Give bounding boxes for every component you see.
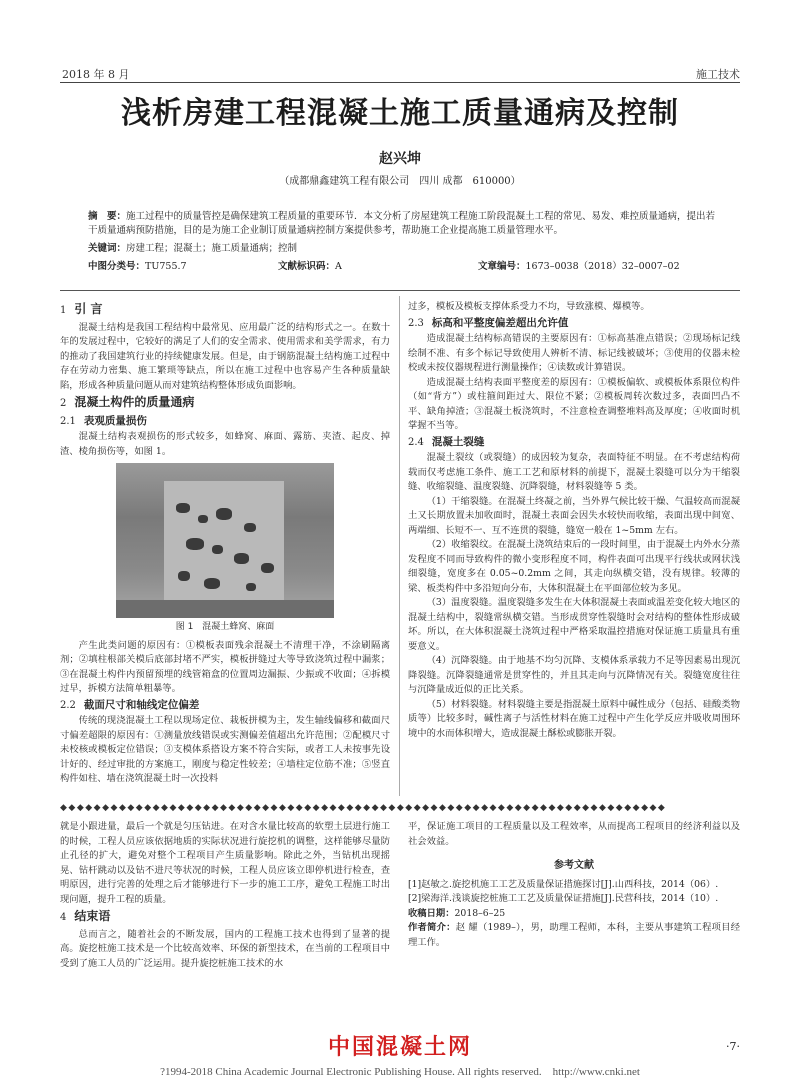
honeycomb-void [204, 578, 220, 589]
paragraph: （4）沉降裂缝。由于地基不均匀沉降、支模体系承载力不足等因素易出现沉降裂缝。沉降裂缝通常是贯穿性的，并且其走向与沉降情况有关。裂缝宽度往往与沉降量成近似的正比关系。 [408, 655, 740, 695]
author-bio: 作者简介：赵 耀（1989–），男，助理工程师，本科，主要从事建筑工程项目经理工作。 [408, 922, 740, 948]
author: 赵兴坤 [379, 151, 421, 167]
section-1-heading: 1 引 言 [60, 302, 103, 316]
paragraph: （3）温度裂缝。温度裂缝多发生在大体积混凝土表面或温差变化较大地区的混凝土结构中，裂缝常纵横交错。当形成贯穿性裂缝时会对结构的整体性形成破坏。所以，在大体积混凝土浇筑过程中严格采取温控措施对保证施工质量具有重要意义。 [408, 597, 740, 652]
affiliation: （成都鼎鑫建筑工程有限公司 四川 成都 610000） [279, 176, 521, 187]
honeycomb-void [198, 515, 208, 523]
honeycomb-void [216, 508, 232, 520]
paragraph: 就是小跟进量，最后一个就是匀压钻进。在对含水量比较高的软塑土层进行施工的时候，工程人员应该依据地质的实际状况进行旋挖机的调整，这样能够尽量防止孔径的扩大，避免对整个工程项目产生质量影响。除此之外，当钻机出现摇晃、钻杆跳动以及钻不进尺等状况的时候，工程人员应该立即停机进行检查，查明原因，进行完善的处理之后才能够进行下一步的施工工序，避免工程施工时出现问题，提升工程的质量。 [60, 821, 390, 905]
paragraph: （2）收缩裂纹。在混凝土浇筑结束后的一段时间里，由于混凝土内外水分蒸发程度不同而导致构件的微小变形程度不同，构件表面可出现平行线状或网状浅细裂缝，宽度多在 0.05~0.2mm 之间，其走向纵横交错，没有规律。较薄的梁、板类构件中多沿短向分布，大体积混凝土在平面部位较为多见。 [408, 539, 740, 594]
header-rule [60, 82, 740, 83]
page-number: ·7· [726, 1040, 740, 1053]
doc-code-label: 文献标识码： [278, 261, 336, 272]
paragraph: 总而言之，随着社会的不断发展，国内的工程施工技术也得到了显著的提高。旋挖桩施工技术是一个比较高效率、环保的新型技术，在当前的工程项目中受到了施工人员的广泛运用。提升旋挖桩施工技术的水 [60, 928, 390, 969]
reference-item: [2]梁海洋.浅谈旋挖桩施工工艺及质量保证措施[J].民营科技，2014（10）. [408, 893, 719, 904]
received-date: 收稿日期：2018–6–25 [408, 907, 506, 919]
honeycomb-void [244, 523, 256, 532]
abstract-rule [60, 290, 740, 291]
paragraph: 造成混凝土结构表面平整度差的原因有：①模板偏软、或模板体系限位构件（如“背方”）或柱箍间距过大、限位不紧；②模板周转次数过多，表面凹凸不平、缺角掉渣；③混凝土板浇筑时，不注意检查调整堆料高及厚度；④收面时机掌握不当等。 [408, 376, 740, 431]
honeycomb-void [246, 583, 256, 591]
section-2-2-heading: 2.2 截面尺寸和轴线定位偏差 [60, 698, 200, 711]
article-divider: ◆◆◆◆◆◆◆◆◆◆◆◆◆◆◆◆◆◆◆◆◆◆◆◆◆◆◆◆◆◆◆◆◆◆◆◆◆◆◆◆◆◆◆◆◆◆◆◆◆◆◆◆◆◆◆◆◆◆◆◆◆◆◆◆◆◆◆◆◆◆◆◆ [60, 803, 667, 813]
article-no-label: 文章编号： [478, 261, 526, 272]
abstract-text: 施工过程中的质量管控是确保建筑工程质量的重要环节．本文分析了房屋建筑工程施工阶段混凝土工程的常见、易发、难控质量通病，提出若干质量通病预防措施，目的是为施工企业制订质量通病控制方案提供参考，帮助施工企业提高施工质量管理水平。 [88, 211, 716, 236]
classification-meta [88, 260, 728, 274]
clc-value: TU755.7 [145, 261, 187, 272]
copyright-footer: ?1994-2018 China Academic Journal Electronic Publishing House. All rights reserved. http://www.cnki.net [160, 1066, 640, 1078]
keywords-text: 房建工程；混凝土；施工质量通病；控制 [126, 243, 298, 254]
issue-date: 2018 年 8 月 [62, 68, 130, 81]
section-2-4-heading: 2.4 混凝土裂缝 [408, 435, 485, 448]
paragraph: 造成混凝土结构标高错误的主要原因有：①标高基准点错误；②现场标记线绘制不准、有多个标记导致使用人辨析不清、标记线被破坏；③使用的仪器未检校或未按仪器规程进行测量操作；④读数或计算错误。 [408, 333, 740, 373]
paragraph: 混凝土裂纹（或裂缝）的成因较为复杂，表面特征不明显。在不考虑结构荷载而仅考虑施工条件、施工工艺和原材料的前提下，混凝土裂缝可以分为干缩裂缝、收缩裂缝、温度裂缝、沉降裂缝，材料裂缝等 5 类。 [408, 452, 740, 492]
left-column-bottom [60, 820, 390, 971]
paper-title: 浅析房建工程混凝土施工质量通病及控制 [121, 96, 679, 131]
ground [116, 600, 334, 618]
honeycomb-void [261, 563, 274, 573]
references-heading: 参考文献 [554, 860, 594, 871]
journal-section: 施工技术 [696, 68, 740, 81]
keywords [88, 242, 718, 256]
section-2-3-heading: 2.3 标高和平整度偏差超出允许值 [408, 316, 569, 329]
honeycomb-void [186, 538, 204, 550]
honeycomb-void [212, 545, 223, 554]
paragraph: 产生此类问题的原因有：①模板表面残余混凝土不清理干净，不涂刷隔离剂；②填柱根部关模后底部封堵不严实，模板拼缝过大等导致浇筑过程中漏浆；③在混凝土构件内预留预埋的线管箱盒的位置周边漏振、少振或不收面；④拆模过早，拆模方法简单粗暴等。 [60, 639, 390, 694]
left-column-top [60, 300, 390, 787]
section-2-heading: 2 混凝土构件的质量通病 [60, 395, 195, 409]
paragraph: （5）材料裂缝。材料裂缝主要是指混凝土原料中碱性成分（包括、硅酸类物质等）比较多时，碱性离子与活性材料在施工过程中产生化学反应并吸收周围环境中的水而体积增大，造成混凝土酥松或膨胀开裂。 [408, 698, 740, 739]
right-column-top [408, 300, 740, 741]
section-2-1-heading: 2.1 表观质量损伤 [60, 414, 147, 427]
paragraph: 平，保证施工项目的工程质量以及工程效率，从而提高工程项目的经济利益以及社会效益。 [408, 821, 740, 847]
column-divider [399, 296, 400, 796]
article-no-value: 1673–0038（2018）32–0007–02 [525, 261, 680, 272]
paragraph: 混凝土结构表观损伤的形式较多，如蜂窝、麻面、露筋、夹渣、起皮、掉渣、棱角损伤等，如图 1。 [60, 431, 390, 457]
site-watermark-logo: 中国混凝土网 [327, 1035, 472, 1060]
paragraph: 传统的现浇混凝土工程以现场定位、栽板拼模为主，发生轴线偏移和截面尺寸偏差超限的原因有：①测量放线错误或实测偏差值超出允许范围；②配模尺寸未校核或模板定位错误；③支模体系搭设方案不符合实际，或者工人未按事先设计好的、经过审批的方案施工，刚度与稳定性较差；④墙柱定位筋不准；⑤竖直构件如柱、墙在浇筑混凝土时一次投料 [60, 715, 390, 784]
abstract-label: 摘 要： [88, 211, 127, 222]
doc-code-value: A [335, 261, 342, 272]
clc-label: 中图分类号： [88, 261, 146, 272]
section-4-heading: 4 结束语 [60, 909, 111, 923]
honeycomb-void [234, 553, 249, 564]
abstract [88, 210, 718, 238]
honeycomb-void [178, 571, 190, 581]
keywords-label: 关键词： [88, 243, 127, 254]
paragraph: （1）干缩裂缝。在混凝土终凝之前，当外界气候比较干燥、气温较高而混凝土又长期放置未加收面时，混凝土表面会因失水较快而收缩，表面出现中间宽、两端细、长短不一、互不连贯的裂缝，缝宽一般在 1~5mm 左右。 [408, 495, 740, 536]
honeycomb-void [176, 503, 190, 513]
figure-honeycomb-photo [116, 463, 334, 618]
concrete-column [164, 481, 284, 611]
reference-item: [1]赵敏之.旋挖机施工工艺及质量保证措施探讨[J].山西科技，2014（06）. [408, 878, 719, 890]
figure-caption: 图 1 混凝土蜂窝、麻面 [175, 622, 275, 632]
right-column-bottom [408, 820, 740, 950]
paragraph: 混凝土结构是我国工程结构中最常见、应用最广泛的结构形式之一。在数十年的发展过程中，它较好的满足了人们的安全需求、使用需求和美学需求，有力的推动了我国建筑行业的持续健康发展。但是，由于钢筋混凝土结构施工过程中存在劳动力密集、施工繁琐等缺点，所以在施工过程中也容易产生各种质量缺陷，形成各种质量问题从而对建筑结构整体形成负面影响。 [60, 321, 390, 391]
paragraph: 过多，模板及模板支撑体系受力不均，导致涨模、爆模等。 [408, 301, 650, 312]
